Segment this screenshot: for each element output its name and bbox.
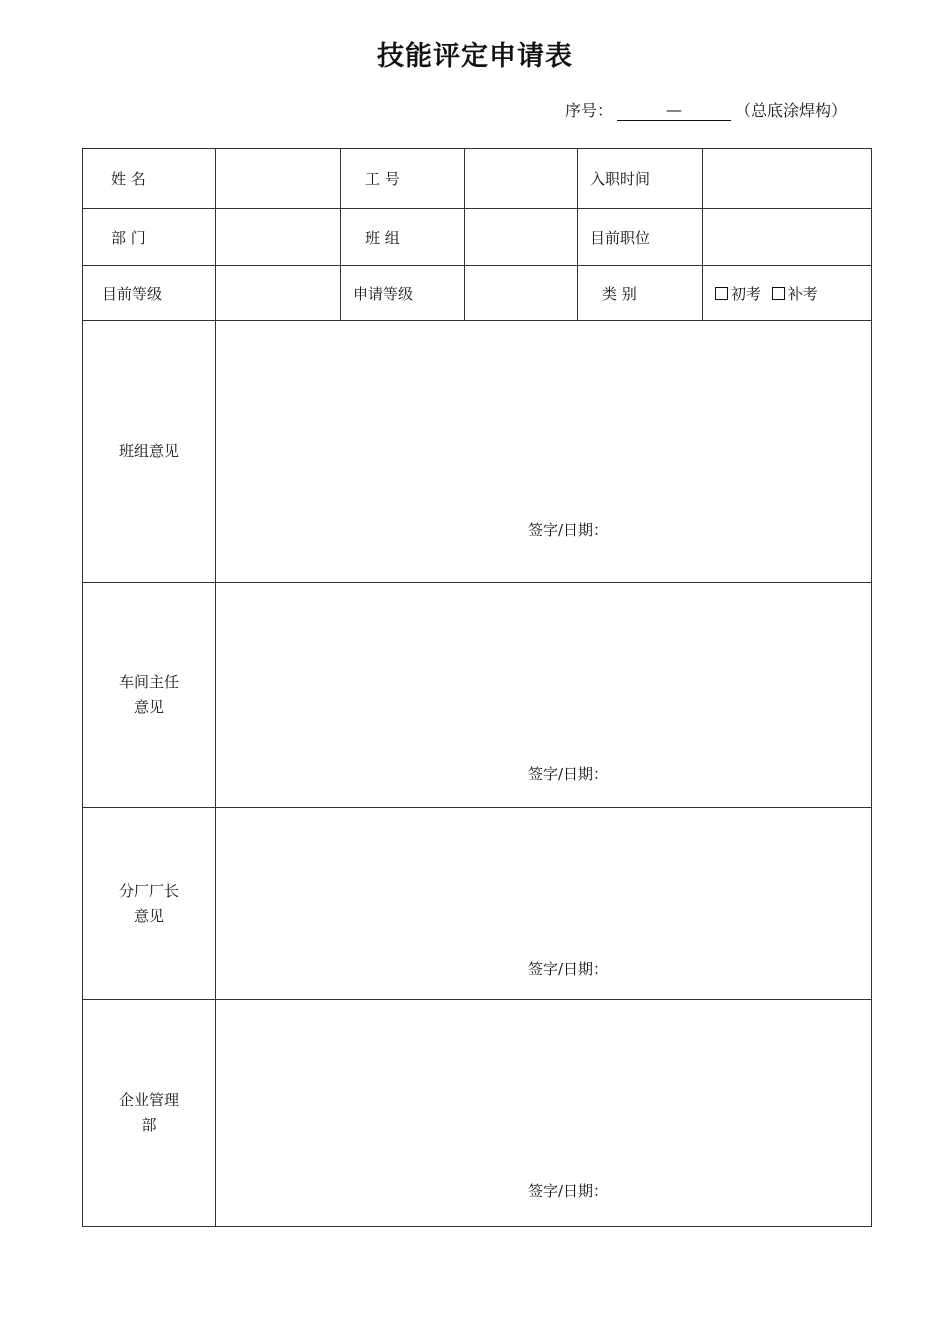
field-team-opinion[interactable] xyxy=(216,321,872,583)
checkbox-icon[interactable] xyxy=(772,287,785,300)
opinion-label-line2: 部 xyxy=(141,1116,157,1134)
opinion-label-line1: 车间主任 xyxy=(118,673,179,691)
label-employee-id: 工 号 xyxy=(341,149,465,209)
serial-suffix: （总底涂焊构） xyxy=(735,101,848,120)
label-applied-level: 申请等级 xyxy=(341,266,465,321)
opinion-label-line2: 意见 xyxy=(133,698,164,716)
signature-date-label: 签字/日期： xyxy=(528,960,609,978)
label-workshop-director-opinion xyxy=(83,583,216,808)
checkbox-icon[interactable] xyxy=(715,287,728,300)
option-initial-label: 初考 xyxy=(731,284,762,303)
field-current-level[interactable] xyxy=(216,266,341,321)
field-applied-level[interactable] xyxy=(465,266,578,321)
label-hire-date: 入职时间 xyxy=(578,149,703,209)
option-retake-exam[interactable] xyxy=(772,285,818,303)
field-name[interactable] xyxy=(216,149,341,209)
option-retake-label: 补考 xyxy=(787,284,818,303)
opinion-label-line1: 分厂厂长 xyxy=(118,881,179,900)
label-branch-director-opinion xyxy=(83,808,216,1000)
label-category: 类 别 xyxy=(578,266,703,321)
field-department[interactable] xyxy=(216,209,341,266)
opinion-label-line1: 企业管理 xyxy=(118,1091,179,1109)
opinion-label-line1: 班组意见 xyxy=(118,442,179,460)
field-enterprise-management-opinion[interactable] xyxy=(216,1000,872,1227)
label-current-position: 目前职位 xyxy=(578,209,703,266)
signature-date-label: 签字/日期： xyxy=(528,765,609,783)
label-name: 姓 名 xyxy=(83,149,216,209)
form-title: 技能评定申请表 xyxy=(377,41,573,72)
application-table xyxy=(82,148,872,1227)
field-current-position[interactable] xyxy=(703,209,872,266)
field-hire-date[interactable] xyxy=(703,149,872,209)
field-workshop-director-opinion[interactable] xyxy=(216,583,872,808)
option-initial-exam[interactable] xyxy=(715,285,761,303)
serial-input[interactable]: — xyxy=(617,100,731,121)
label-current-level: 目前等级 xyxy=(83,266,216,321)
signature-date-label: 签字/日期： xyxy=(528,521,609,539)
opinion-label-line2: 意见 xyxy=(133,906,164,925)
field-team[interactable] xyxy=(465,209,578,266)
label-team: 班 组 xyxy=(341,209,465,266)
category-options xyxy=(703,266,872,321)
signature-date-label: 签字/日期： xyxy=(528,1182,609,1200)
serial-label: 序号： xyxy=(565,101,614,120)
field-employee-id[interactable] xyxy=(465,149,578,209)
field-branch-director-opinion[interactable] xyxy=(216,808,872,1000)
label-department: 部 门 xyxy=(83,209,216,266)
label-team-opinion xyxy=(83,321,216,583)
label-enterprise-management-opinion xyxy=(83,1000,216,1227)
serial-number xyxy=(565,98,847,121)
